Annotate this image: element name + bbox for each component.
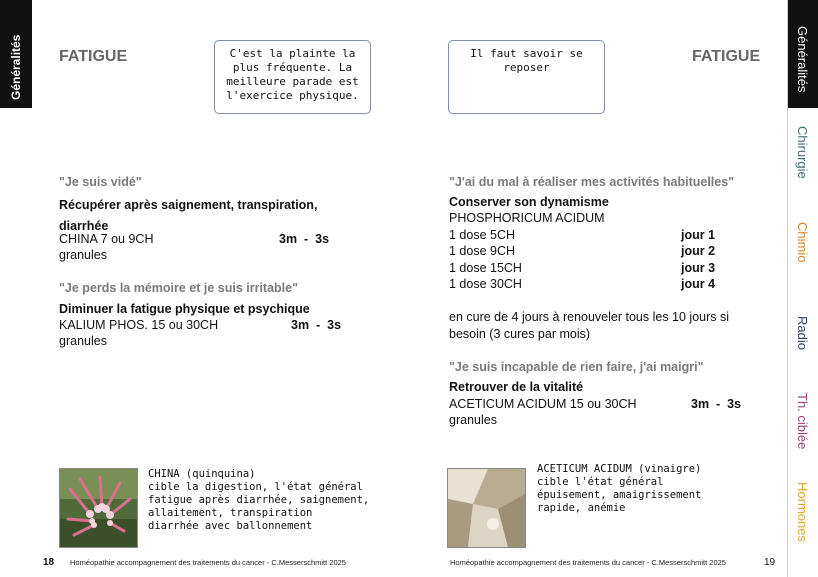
right-heading-1: Conserver son dynamisme [449, 195, 609, 209]
right-page-number: 19 [764, 557, 776, 568]
right-dose-2: 3m - 3s [691, 397, 742, 411]
tab-radio[interactable] [788, 316, 818, 356]
tab-th-ciblee[interactable] [788, 393, 818, 455]
tab-generalites-left-label: Généralités [9, 34, 23, 100]
left-form-2: granules [59, 334, 107, 348]
right-form-2: granules [449, 413, 497, 427]
right-heading-2: Retrouver de la vitalité [449, 380, 584, 394]
aceticum-photo [447, 468, 526, 548]
left-note: C'est la plainte la plus fréquente. La meilleure parade est l'exercice physique. [214, 40, 371, 114]
tab-th-ciblee-label: Th. ciblée [795, 393, 810, 450]
tab-chimio[interactable] [788, 222, 818, 270]
tab-hormones[interactable] [788, 482, 818, 544]
left-remedy-1: CHINA 7 ou 9CH [59, 232, 154, 246]
tab-generalites-left[interactable] [0, 0, 32, 108]
china-plant-photo [59, 468, 138, 548]
left-quote-2: "Je perds la mémoire et je suis irritable" [59, 281, 299, 295]
left-page-number: 18 [43, 557, 55, 568]
tab-chirurgie[interactable] [788, 126, 818, 186]
schedule-day-2: jour 2 [681, 244, 716, 258]
china-flower-image [60, 469, 137, 547]
tab-chirurgie-label: Chirurgie [795, 126, 810, 179]
left-heading-2: Diminuer la fatigue physique et psychique [59, 302, 310, 316]
left-form-1: granules [59, 248, 107, 262]
left-dose-2: 3m - 3s [291, 318, 342, 332]
left-page-title: FATIGUE [59, 48, 128, 65]
left-heading-1: Récupérer après saignement, transpiration, diarrhée [59, 198, 318, 233]
cure-text-2: besoin (3 cures par mois) [449, 327, 591, 341]
right-quote-2: "Je suis incapable de rien faire, j'ai maigri" [449, 360, 704, 374]
left-footer: Homéopathie accompagnement des traitements du cancer - C.Messerschmitt 2025 [70, 558, 346, 567]
tab-chimio-label: Chimio [795, 222, 810, 263]
right-remedy-2: ACETICUM ACIDUM 15 ou 30CH [449, 397, 637, 411]
schedule-day-1: jour 1 [681, 228, 716, 242]
tab-radio-label: Radio [795, 316, 810, 350]
right-note: Il faut savoir se reposer [448, 40, 605, 114]
left-remedy-2: KALIUM PHOS. 15 ou 30CH [59, 318, 219, 332]
cure-text-1: en cure de 4 jours à renouveler tous les 10 jours si [449, 310, 730, 324]
aceticum-caption: ACETICUM ACIDUM (vinaigre) cible l'état général épuisement, amaigrissement rapide, anémie [537, 463, 702, 514]
tab-generalites-label: Généralités [795, 26, 810, 93]
tab-hormones-label: Hormones [795, 482, 810, 542]
schedule-day-4: jour 4 [681, 277, 716, 291]
schedule-day-3: jour 3 [681, 261, 716, 275]
left-dose-1: 3m - 3s [279, 232, 330, 246]
china-caption: CHINA (quinquina) cible la digestion, l'état général fatigue après diarrhée, saignement, allaitement, transpiration diarrhée avec ballonnement [148, 468, 370, 532]
right-tab-bar [787, 0, 818, 577]
aceticum-crystal-image [448, 469, 525, 547]
left-quote-1: "Je suis vidé" [59, 175, 142, 189]
schedule-dose-1: 1 dose 5CH [449, 228, 516, 242]
schedule-dose-3: 1 dose 15CH [449, 261, 522, 275]
tab-generalites[interactable] [788, 0, 818, 108]
right-footer: Homéopathie accompagnement des traitements du cancer - C.Messerschmitt 2025 [450, 558, 726, 567]
right-quote-1: "J'ai du mal à réaliser mes activités habituelles" [449, 175, 735, 189]
schedule-dose-2: 1 dose 9CH [449, 244, 516, 258]
right-remedy-1: PHOSPHORICUM ACIDUM [449, 211, 605, 225]
schedule-dose-4: 1 dose 30CH [449, 277, 522, 291]
right-page-title: FATIGUE [692, 48, 761, 65]
